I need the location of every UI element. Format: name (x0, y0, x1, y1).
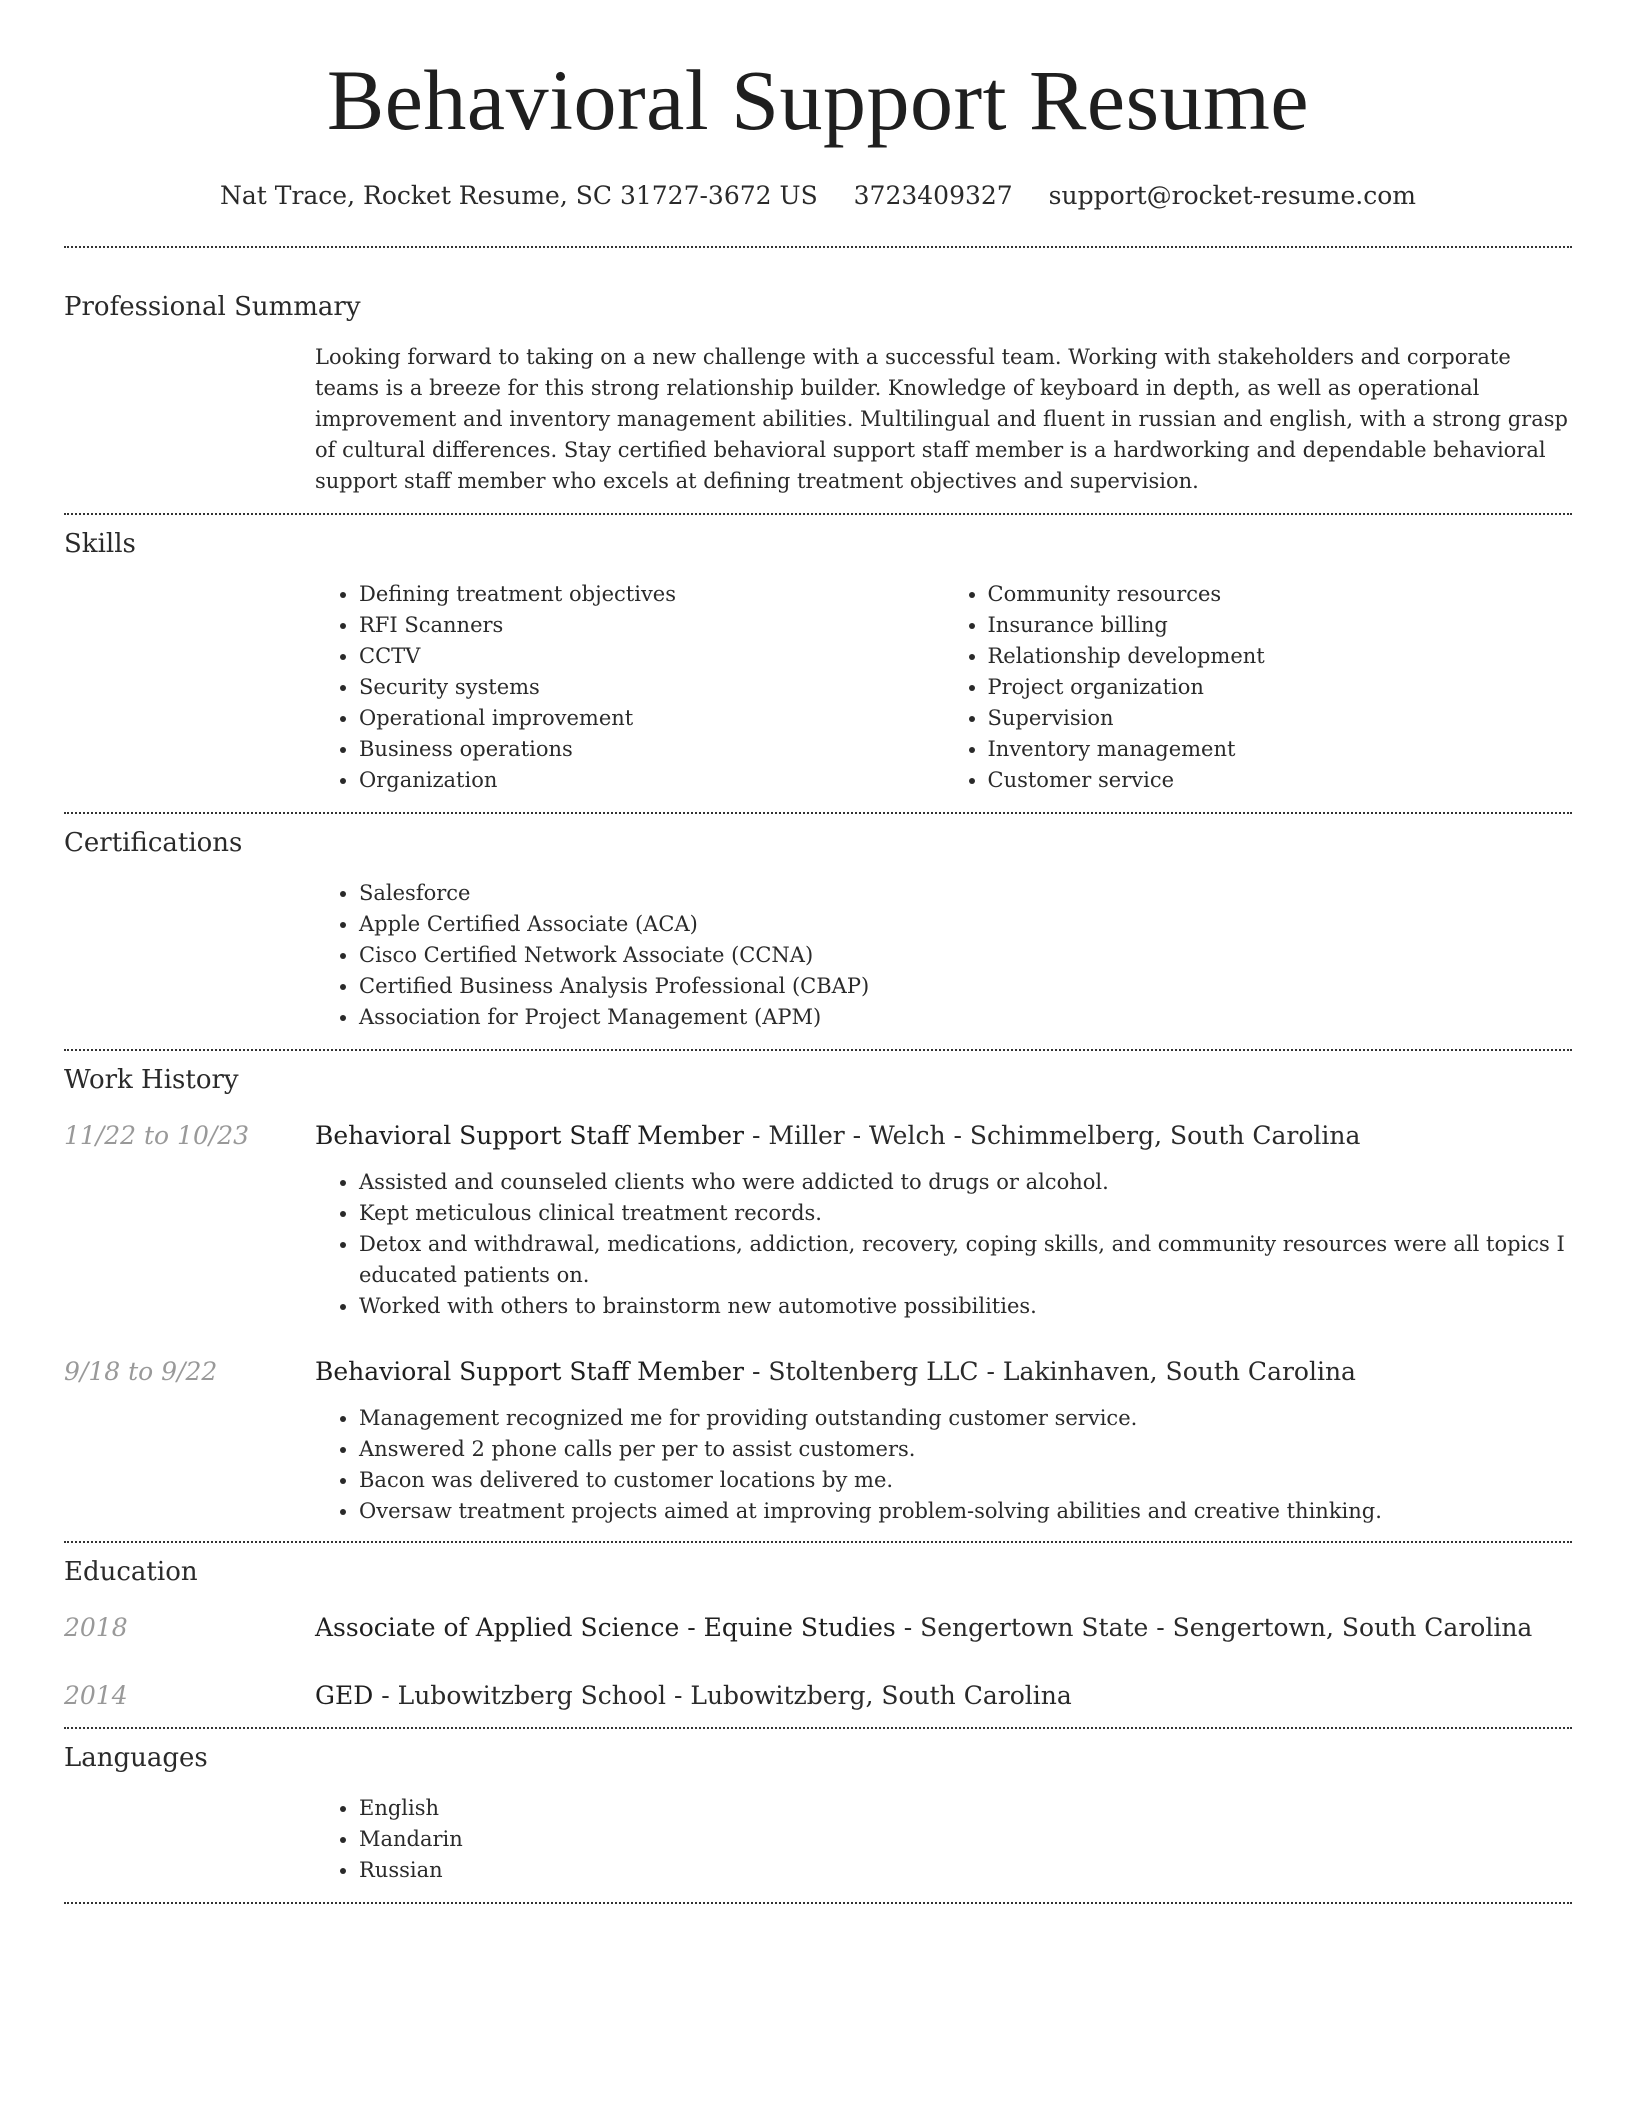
list-item: • Organization (359, 765, 944, 796)
skills-list-left (315, 579, 944, 796)
list-item: • Business operations (359, 734, 944, 765)
list-item: • Association for Project Management (APM) (359, 1002, 1572, 1033)
list-item: • Management recognized me for providing outstanding customer service. (359, 1403, 1572, 1434)
summary-heading: Professional Summary (64, 292, 361, 322)
education-school: - Sengertown State - Sengertown, South Carolina (895, 1613, 1533, 1642)
list-item: • Defining treatment objectives (359, 579, 944, 610)
education-degree: GED (315, 1681, 374, 1710)
list-item: • Salesforce (359, 878, 1572, 909)
certifications-list (315, 878, 1572, 1033)
summary-text: Looking forward to taking on a new challenge with a successful team. Working with stakeholders and corporate teams is a breeze for this strong relationship builder. Knowledge of keyboard in depth, as well as operational improvement and inventory management abilities. Multilingual and fluent in russian and english, with a strong grasp of cultural differences. Stay certified behavioral support staff member is a hardworking and dependable behavioral support staff member who excels at defining treatment objectives and supervision. (315, 345, 1568, 493)
list-item: • Supervision (988, 703, 1573, 734)
list-item: • Community resources (988, 579, 1573, 610)
list-item: • Relationship development (988, 641, 1573, 672)
contact-email: support@rocket-resume.com (1048, 181, 1416, 210)
list-item: • Apple Certified Associate (ACA) (359, 909, 1572, 940)
contact-line (64, 180, 1572, 212)
list-item: • Russian (359, 1855, 1572, 1886)
page-title: Behavioral Support Resume (326, 52, 1310, 148)
languages-section (64, 1729, 1572, 1886)
education-heading: Education (64, 1557, 198, 1587)
list-item: • Mandarin (359, 1824, 1572, 1855)
summary-section (64, 248, 1572, 497)
skills-list-right (944, 579, 1573, 796)
job-title (315, 1119, 1572, 1153)
job-role: Behavioral Support Staff Member (315, 1121, 745, 1150)
list-item: • RFI Scanners (359, 610, 944, 641)
list-item: • Project organization (988, 672, 1573, 703)
job-employer: - Stoltenberg LLC - Lakinhaven, South Carolina (744, 1357, 1356, 1386)
list-item: • English (359, 1793, 1572, 1824)
education-year: 2014 (64, 1681, 128, 1710)
education-school: - Lubowitzberg School - Lubowitzberg, South Carolina (373, 1681, 1072, 1710)
list-item: • Cisco Certified Network Associate (CCNA) (359, 940, 1572, 971)
job-dates: 11/22 to 10/23 (64, 1121, 250, 1150)
list-item: • Operational improvement (359, 703, 944, 734)
education-title (315, 1679, 1572, 1713)
list-item: • Kept meticulous clinical treatment records. (359, 1198, 1572, 1229)
education-degree: Associate of Applied Science - Equine Studies (315, 1613, 896, 1642)
job-entry (64, 1355, 1572, 1527)
job-dates: 9/18 to 9/22 (64, 1357, 218, 1386)
contact-phone: 3723409327 (853, 181, 1013, 210)
skills-section (64, 515, 1572, 796)
education-entry (64, 1679, 1572, 1713)
resume-page (64, 0, 1572, 1904)
list-item: • Customer service (988, 765, 1573, 796)
list-item: • Bacon was delivered to customer locations by me. (359, 1465, 1572, 1496)
education-section (64, 1543, 1572, 1713)
certifications-heading: Certifications (64, 828, 243, 858)
education-title (315, 1611, 1572, 1645)
list-item: • Security systems (359, 672, 944, 703)
list-item: • Detox and withdrawal, medications, addiction, recovery, coping skills, and community resources were all topics I educated patients on. (359, 1229, 1572, 1291)
list-item: • Oversaw treatment projects aimed at improving problem-solving abilities and creative thinking. (359, 1496, 1572, 1527)
list-item: • Assisted and counseled clients who were addicted to drugs or alcohol. (359, 1167, 1572, 1198)
certifications-section (64, 814, 1572, 1033)
education-year: 2018 (64, 1613, 128, 1642)
job-employer: - Miller - Welch - Schimmelberg, South Carolina (744, 1121, 1361, 1150)
list-item: • CCTV (359, 641, 944, 672)
job-bullets (315, 1403, 1572, 1527)
work-heading: Work History (64, 1065, 239, 1095)
list-item: • Certified Business Analysis Professional (CBAP) (359, 971, 1572, 1002)
skills-heading: Skills (64, 529, 136, 559)
list-item: • Insurance billing (988, 610, 1573, 641)
languages-list (315, 1793, 1572, 1886)
languages-heading: Languages (64, 1743, 208, 1773)
list-item: • Inventory management (988, 734, 1573, 765)
job-bullets (315, 1167, 1572, 1322)
list-item: • Worked with others to brainstorm new automotive possibilities. (359, 1291, 1572, 1322)
divider (64, 1902, 1572, 1904)
job-entry (64, 1119, 1572, 1322)
contact-address: Nat Trace, Rocket Resume, SC 31727-3672 US (220, 181, 818, 210)
job-title (315, 1355, 1572, 1389)
job-role: Behavioral Support Staff Member (315, 1357, 745, 1386)
education-entry (64, 1611, 1572, 1645)
work-section (64, 1051, 1572, 1527)
list-item: • Answered 2 phone calls per per to assist customers. (359, 1434, 1572, 1465)
